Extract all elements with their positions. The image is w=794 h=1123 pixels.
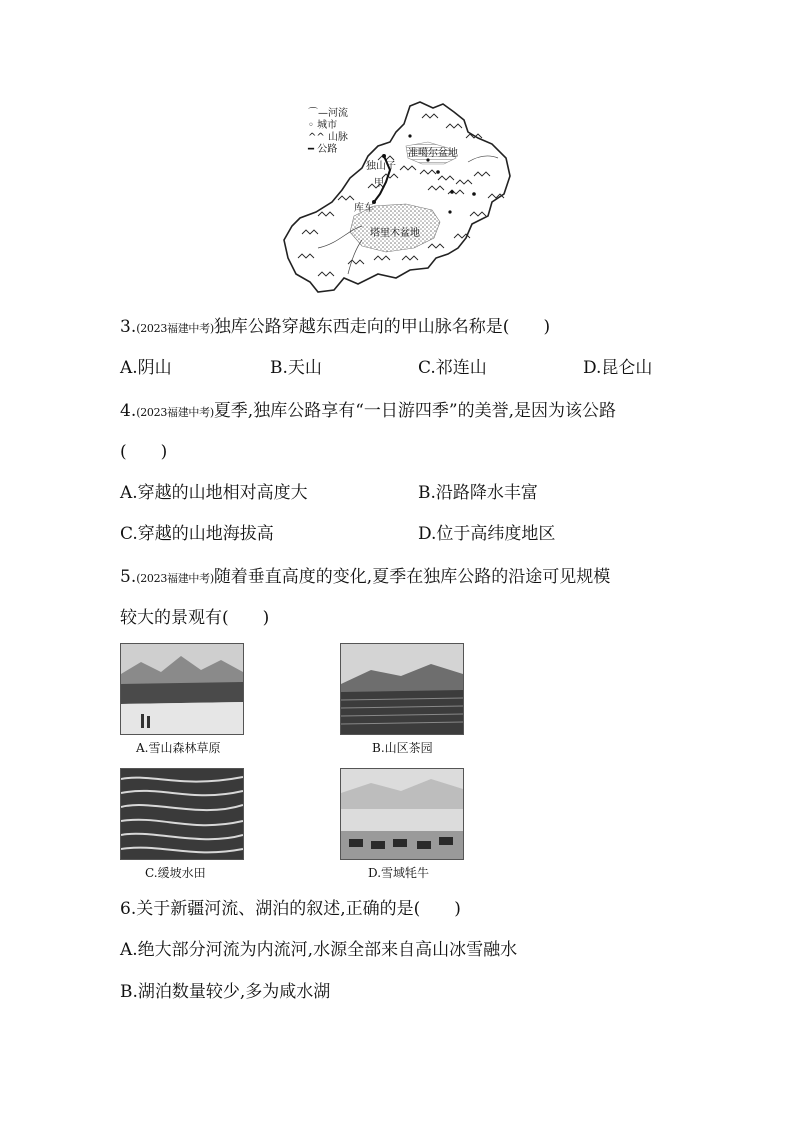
q4-option-a[interactable]: A.穿越的山地相对高度大 <box>120 483 308 503</box>
q3-option-c[interactable]: C.祁连山 <box>418 358 487 378</box>
question-3 <box>120 316 550 340</box>
caption-c: C.缓坡水田 <box>145 866 206 880</box>
question-5 <box>120 566 610 590</box>
question-source: (2023福建中考) <box>136 322 214 335</box>
question-stem: 关于新疆河流、湖泊的叙述,正确的是( ) <box>136 899 461 919</box>
river-symbol-icon: ⌒— <box>308 108 328 119</box>
mountain-symbol-icon: ^^ <box>308 132 328 143</box>
question-number: 4. <box>120 401 137 421</box>
question-4-line2: ( ) <box>120 442 168 462</box>
city-symbol-icon: ◦ <box>308 120 318 131</box>
xinjiang-map <box>278 98 518 300</box>
q3-option-a[interactable]: A.阴山 <box>120 358 172 378</box>
question-source: (2023福建中考) <box>136 406 214 419</box>
question-number: 5. <box>120 567 137 587</box>
label-jia: 甲 <box>374 178 384 189</box>
caption-b: B.山区茶园 <box>372 741 433 755</box>
q4-option-b[interactable]: B.沿路降水丰富 <box>418 483 538 503</box>
caption-d: D.雪域牦牛 <box>368 866 430 880</box>
question-stem: 随着垂直高度的变化,夏季在独库公路的沿途可见规模 <box>213 567 611 587</box>
photo-mountain-tea-garden[interactable] <box>340 643 464 735</box>
q3-option-b[interactable]: B.天山 <box>270 358 322 378</box>
q6-option-a[interactable]: A.绝大部分河流为内流河,水源全部来自高山冰雪融水 <box>120 940 518 960</box>
photo-gentle-slope-paddy-field[interactable] <box>120 768 244 860</box>
photo-snow-mountain-forest-grassland[interactable] <box>120 643 244 735</box>
legend-highway: ━ 公路 <box>308 144 338 155</box>
photo-snowfield-yak[interactable] <box>340 768 464 860</box>
question-4 <box>120 400 616 424</box>
caption-a: A.雪山森林草原 <box>136 741 221 755</box>
label-dushanzi: 独山子 <box>366 161 396 172</box>
label-tarim: 塔里木盆地 <box>370 228 420 239</box>
highway-symbol-icon: ━ <box>308 144 318 155</box>
question-source: (2023福建中考) <box>136 572 214 585</box>
question-stem: 独库公路穿越东西走向的甲山脉名称是( ) <box>213 317 551 337</box>
legend-river: ⌒—河流 <box>308 108 348 119</box>
q3-option-d[interactable]: D.昆仑山 <box>583 358 653 378</box>
legend-city: ◦ 城市 <box>308 120 338 131</box>
label-kuche: 库车 <box>354 203 374 214</box>
q4-option-d[interactable]: D.位于高纬度地区 <box>418 524 556 544</box>
legend-mountain: ^^ 山脉 <box>308 132 348 143</box>
q6-option-b[interactable]: B.湖泊数量较少,多为咸水湖 <box>120 982 331 1002</box>
q4-option-c[interactable]: C.穿越的山地海拔高 <box>120 524 274 544</box>
question-number: 6. <box>120 899 137 919</box>
label-junggar: 准噶尔盆地 <box>408 148 458 159</box>
question-5-line2: 较大的景观有( ) <box>120 608 270 628</box>
question-6 <box>120 898 461 920</box>
question-stem: 夏季,独库公路享有“一日游四季”的美誉,是因为该公路 <box>213 401 617 421</box>
map-legend <box>308 108 348 156</box>
question-number: 3. <box>120 317 137 337</box>
